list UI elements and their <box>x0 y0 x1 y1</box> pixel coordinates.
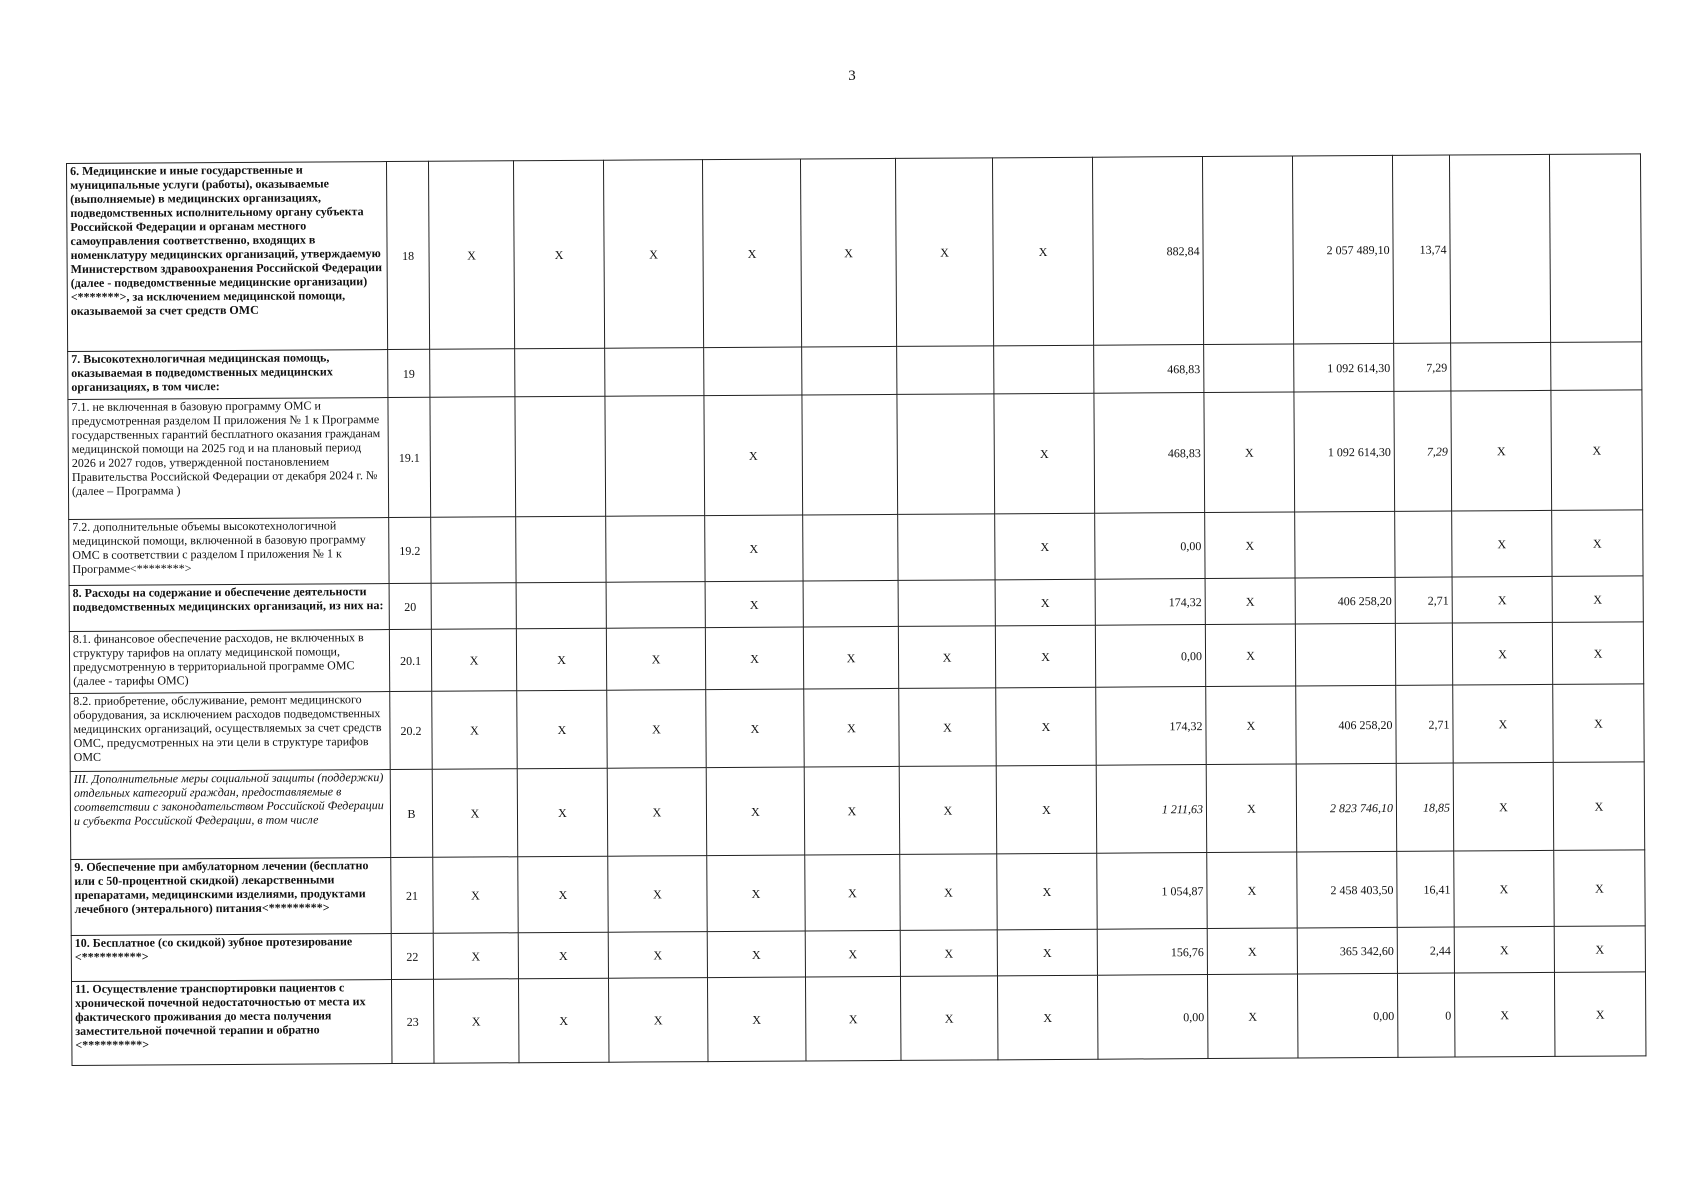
mark-cell: X <box>1553 762 1645 851</box>
mark-cell: X <box>992 157 1093 346</box>
value-cell: 882,84 <box>1092 157 1203 346</box>
value-cell: 2 823 746,10 <box>1296 763 1397 852</box>
value-cell: 2 458 403,50 <box>1297 851 1397 928</box>
mark-cell <box>1204 344 1294 393</box>
mark-cell: X <box>1552 622 1643 685</box>
mark-cell <box>515 396 606 517</box>
value-cell: 0,00 <box>1095 513 1205 580</box>
mark-cell: X <box>608 978 708 1063</box>
value-cell <box>1395 511 1452 577</box>
row-code: 20.2 <box>390 691 432 769</box>
mark-cell: X <box>1206 686 1296 765</box>
table-row <box>69 622 1643 694</box>
mark-cell: X <box>607 690 706 769</box>
value-cell: 406 258,20 <box>1295 577 1395 624</box>
row-description: 9. Обеспечение при амбулаторном лечении (бесплатно или с 50-процентной скидкой) лекарственными препаратами, медицинскими изделиями, продуктами лечебного (энтерального) питания<*********> <box>71 858 391 936</box>
mark-cell: X <box>1452 510 1552 577</box>
mark-cell: X <box>805 930 900 977</box>
mark-cell: X <box>516 628 606 691</box>
mark-cell <box>704 347 802 396</box>
value-cell: 13,74 <box>1392 155 1450 343</box>
mark-cell: X <box>707 977 806 1062</box>
row-code: 19.1 <box>388 397 431 517</box>
row-code: 20.1 <box>389 629 431 691</box>
mark-cell: X <box>1453 684 1553 763</box>
mark-cell: X <box>517 768 608 857</box>
mark-cell <box>430 349 515 398</box>
mark-cell: X <box>803 626 898 689</box>
mark-cell <box>897 394 995 515</box>
mark-cell: X <box>608 856 707 933</box>
mark-cell: X <box>702 159 801 348</box>
mark-cell <box>898 514 995 581</box>
mark-cell: X <box>707 855 805 932</box>
mark-cell: X <box>428 161 514 350</box>
mark-cell: X <box>1552 576 1643 623</box>
mark-cell <box>606 516 705 583</box>
mark-cell: X <box>804 688 899 767</box>
mark-cell <box>516 582 606 629</box>
row-description: III. Дополнительные меры социальной защиты (поддержки) отдельных категорий граждан, предоставляемые в соответствии с законодательством Российской Федерации и субъекта Российской Федерации, в том числе <box>70 770 391 860</box>
value-cell <box>1295 511 1395 578</box>
mark-cell <box>516 516 606 583</box>
mark-cell <box>897 346 994 395</box>
mark-cell: X <box>995 579 1095 626</box>
mark-cell: X <box>705 627 803 690</box>
mark-cell: X <box>513 160 604 349</box>
mark-cell: X <box>1204 392 1295 513</box>
mark-cell: X <box>1205 578 1295 625</box>
row-description: 7. Высокотехнологичная медицинская помощь, оказываемая в подведомственных медицинских организациях, в том числе: <box>68 350 388 400</box>
mark-cell: X <box>898 626 995 689</box>
row-code: 20 <box>389 583 431 629</box>
mark-cell: X <box>1206 764 1297 853</box>
mark-cell: X <box>996 765 1097 854</box>
mark-cell: X <box>997 853 1097 930</box>
mark-cell <box>1202 156 1293 345</box>
table-row <box>67 154 1642 352</box>
page-number: 3 <box>848 68 856 84</box>
row-code: 19 <box>388 349 430 397</box>
value-cell: 0 <box>1397 973 1455 1057</box>
mark-cell: X <box>1452 622 1552 685</box>
mark-cell: X <box>517 690 607 769</box>
mark-cell <box>1551 342 1642 391</box>
mark-cell <box>431 517 516 584</box>
mark-cell: X <box>433 979 519 1064</box>
mark-cell <box>1451 342 1551 391</box>
mark-cell: X <box>1454 972 1555 1057</box>
value-cell: 156,76 <box>1097 929 1207 976</box>
mark-cell: X <box>1207 974 1298 1059</box>
mark-cell: X <box>1554 850 1645 927</box>
mark-cell <box>802 346 897 395</box>
table-row <box>71 850 1645 936</box>
mark-cell: X <box>900 854 997 931</box>
mark-cell <box>431 583 516 630</box>
mark-cell: X <box>800 158 896 347</box>
row-code: В <box>390 769 433 857</box>
mark-cell: X <box>1554 926 1645 973</box>
mark-cell: X <box>805 854 900 931</box>
row-description: 8.2. приобретение, обслуживание, ремонт медицинского оборудования, за исключением расходов подведомственных медицинских организаций, осуществляемых за счет средств ОМС, предусмотренных на эти цели в структуре тарифов ОМС <box>70 692 390 772</box>
mark-cell: X <box>607 768 707 857</box>
mark-cell: X <box>995 513 1095 580</box>
mark-cell <box>605 348 704 397</box>
mark-cell <box>1549 154 1641 343</box>
mark-cell: X <box>1552 510 1643 577</box>
row-description: 6. Медицинские и иные государственные и муниципальные услуги (работы), оказываемые (выполняемые) в медицинских организациях, подведомственных исполнительному органу субъекта Российской Федерации и органам местного самоуправления соответственно, входящих в номенклатуру медицинских организаций, утверждаемую Министерством здравоохранения Российской Федерации (далее - подведомственные медицинские организации) <*******>, за исключением медицинской помощи, оказываемой за счет средств ОМС <box>67 162 388 352</box>
mark-cell: X <box>997 929 1097 976</box>
row-description: 7.1. не включенная в базовую программу ОМС и предусмотренная разделом II приложения № 1 к Программе государственных гарантий бесплатного оказания гражданам медицинской помощи на 2025 год и на плановый период 2026 и 2027 годов, утвержденной постановлением Правительства Российской Федерации от декабря 2024 г. № (далее – Программа ) <box>68 398 389 520</box>
value-cell: 0,00 <box>1297 973 1398 1058</box>
mark-cell: X <box>706 767 805 856</box>
mark-cell: X <box>705 581 803 628</box>
value-cell: 468,83 <box>1094 345 1204 394</box>
value-cell: 7,29 <box>1394 343 1451 391</box>
value-cell: 468,83 <box>1094 393 1205 514</box>
mark-cell: X <box>899 688 996 767</box>
value-cell: 1 092 614,30 <box>1294 343 1394 392</box>
value-cell: 174,32 <box>1096 687 1206 766</box>
mark-cell <box>898 580 995 627</box>
row-code: 21 <box>391 857 433 933</box>
value-cell: 1 211,63 <box>1096 765 1207 854</box>
mark-cell: X <box>432 691 517 770</box>
row-description: 10. Бесплатное (со скидкой) зубное протезирование <**********> <box>71 934 391 982</box>
mark-cell <box>803 580 898 627</box>
mark-cell: X <box>1453 762 1554 851</box>
mark-cell <box>605 396 705 517</box>
mark-cell: X <box>1207 852 1297 929</box>
mark-cell: X <box>1454 850 1554 927</box>
value-cell: 365 342,60 <box>1297 927 1397 974</box>
row-code: 18 <box>386 161 429 349</box>
mark-cell: X <box>431 629 516 692</box>
mark-cell: X <box>995 625 1095 688</box>
mark-cell: X <box>608 932 707 979</box>
mark-cell: X <box>805 976 901 1061</box>
table-row <box>70 684 1644 772</box>
value-cell: 2,71 <box>1395 577 1452 623</box>
mark-cell: X <box>518 856 608 933</box>
mark-cell <box>802 394 898 515</box>
mark-cell: X <box>1207 928 1297 975</box>
row-code: 22 <box>391 933 433 979</box>
budget-table <box>66 153 1646 1066</box>
value-cell: 1 092 614,30 <box>1294 391 1395 512</box>
mark-cell: X <box>706 689 804 768</box>
table-row <box>70 762 1645 860</box>
mark-cell: X <box>518 932 608 979</box>
mark-cell: X <box>900 930 997 977</box>
mark-cell <box>430 397 516 518</box>
mark-cell: X <box>432 769 518 858</box>
mark-cell: X <box>804 766 900 855</box>
mark-cell <box>994 345 1094 394</box>
value-cell: 18,85 <box>1396 763 1454 851</box>
mark-cell: X <box>518 978 609 1063</box>
mark-cell <box>803 514 898 581</box>
value-cell: 2 057 489,10 <box>1292 155 1393 344</box>
mark-cell: X <box>895 158 993 347</box>
value-cell <box>1295 623 1395 686</box>
mark-cell: X <box>1553 684 1644 763</box>
mark-cell: X <box>705 515 803 582</box>
mark-cell: X <box>996 687 1096 766</box>
mark-cell: X <box>1454 926 1554 973</box>
row-code: 23 <box>391 979 434 1063</box>
value-cell: 7,29 <box>1394 391 1452 511</box>
table-row <box>68 390 1643 520</box>
mark-cell: X <box>1205 512 1295 579</box>
row-description: 8. Расходы на содержание и обеспечение деятельности подведомственных медицинских организаций, из них на: <box>69 584 389 632</box>
mark-cell <box>515 348 605 397</box>
mark-cell: X <box>1551 390 1643 511</box>
table-row <box>69 510 1643 586</box>
row-description: 7.2. дополнительные объемы высокотехнологичной медицинской помощи, включенной в базовую программу ОМС в соответствии с разделом I приложения № 1 к Программе<********> <box>69 518 389 586</box>
mark-cell: X <box>1451 390 1552 511</box>
mark-cell: X <box>900 976 998 1061</box>
table-row <box>71 972 1645 1066</box>
value-cell: 2,71 <box>1396 685 1453 763</box>
mark-cell: X <box>433 933 518 980</box>
mark-cell: X <box>606 628 705 691</box>
value-cell: 16,41 <box>1397 851 1454 927</box>
mark-cell: X <box>994 393 1095 514</box>
mark-cell: X <box>1554 972 1646 1057</box>
mark-cell: X <box>1452 576 1552 623</box>
mark-cell: X <box>603 160 703 349</box>
value-cell <box>1395 623 1452 685</box>
mark-cell <box>606 582 705 629</box>
mark-cell: X <box>899 766 997 855</box>
row-code: 19.2 <box>389 517 431 583</box>
mark-cell: X <box>704 395 803 516</box>
mark-cell: X <box>997 975 1098 1060</box>
value-cell: 0,00 <box>1097 975 1208 1060</box>
row-description: 8.1. финансовое обеспечение расходов, не включенных в структуру тарифов на оплату медицинской помощи, предусмотренную в территориальной программе ОМС (далее - тарифы ОМС) <box>69 630 389 694</box>
value-cell: 2,44 <box>1397 927 1454 973</box>
mark-cell: X <box>433 857 518 934</box>
mark-cell: X <box>1205 624 1295 687</box>
value-cell: 1 054,87 <box>1097 853 1207 930</box>
mark-cell: X <box>707 931 805 978</box>
value-cell: 174,32 <box>1095 579 1205 626</box>
value-cell: 0,00 <box>1095 625 1205 688</box>
mark-cell <box>1449 154 1550 343</box>
value-cell: 406 258,20 <box>1296 685 1396 764</box>
row-description: 11. Осуществление транспортировки пациентов с хронической почечной недостаточностью от места их фактического проживания до места получения заместительной почечной терапии и обратно <**********> <box>71 980 392 1066</box>
